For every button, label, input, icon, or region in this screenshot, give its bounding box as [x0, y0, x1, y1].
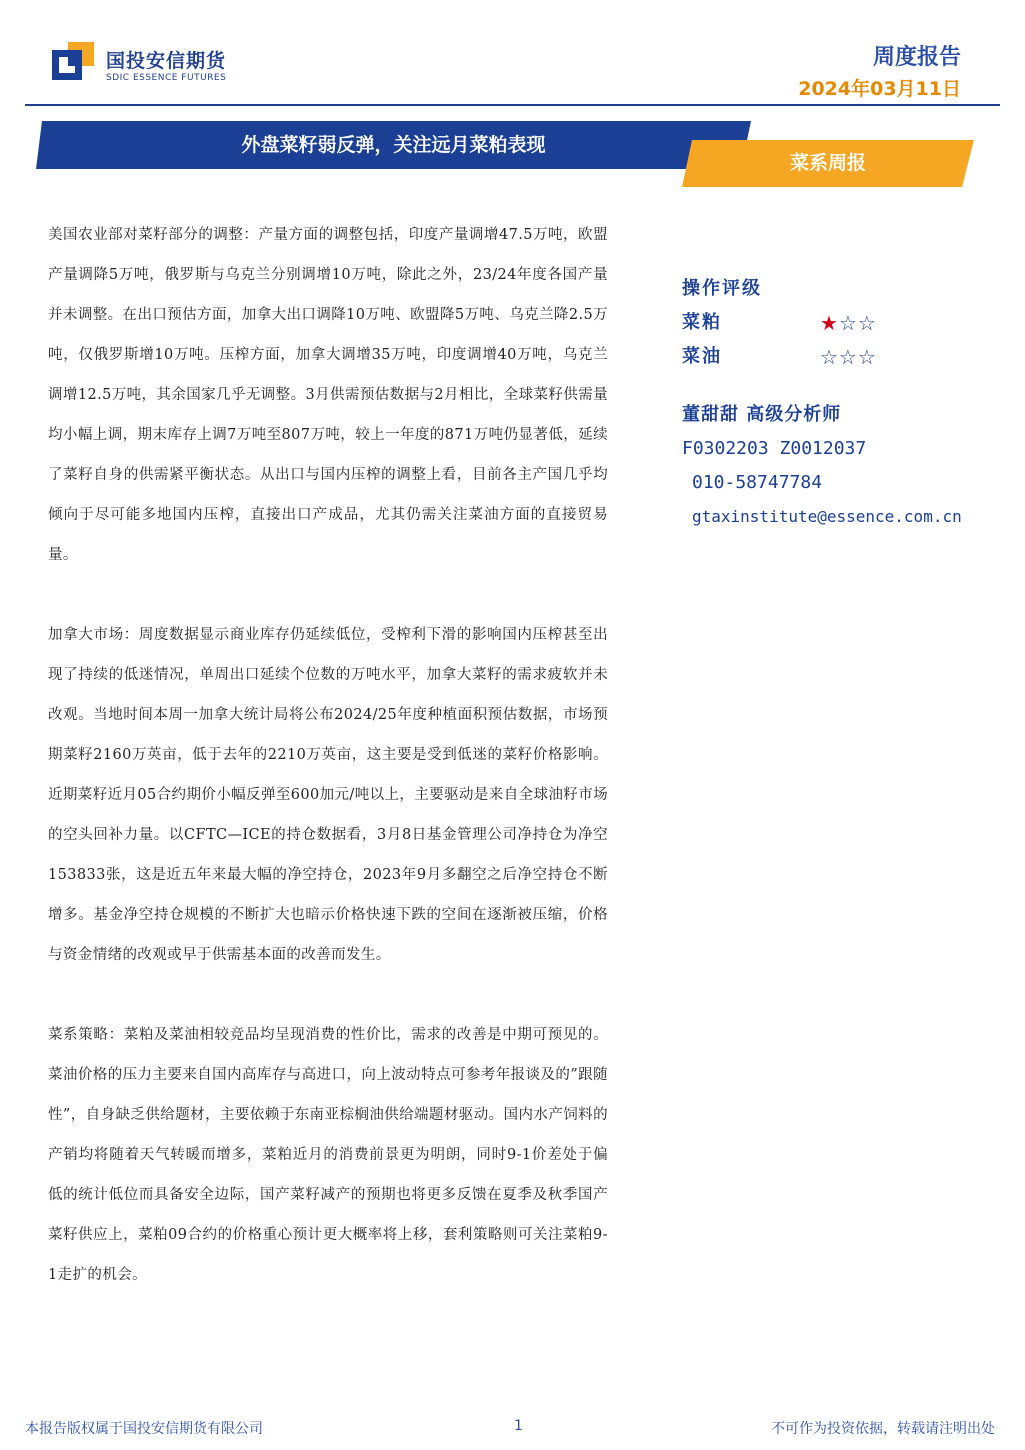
analyst-license: F0302203 Z0012037	[682, 438, 867, 459]
page-number: 1	[514, 1418, 523, 1434]
star-empty-icon: ☆☆	[838, 311, 877, 335]
rating-heading: 操作评级	[682, 278, 762, 299]
rating-row-rapeseed-meal	[682, 306, 1012, 340]
report-date: 2024年03月11日	[798, 78, 961, 100]
report-category: 菜系周报	[789, 152, 866, 174]
logo-mark-icon	[52, 42, 96, 86]
sidebar	[682, 272, 1012, 534]
report-type: 周度报告	[872, 45, 961, 70]
star-filled-icon: ★	[820, 311, 839, 335]
star-rating-icon	[820, 306, 877, 340]
rating-name: 菜粕	[682, 312, 722, 333]
report-title: 外盘菜籽弱反弹，关注远月菜粕表现	[241, 134, 546, 156]
analyst-email[interactable]: gtaxinstitute@essence.com.cn	[692, 507, 962, 526]
paragraph-canada-market: 加拿大市场：周度数据显示商业库存仍延续低位，受榨利下滑的影响国内压榨甚至出现了持续的低迷情况，单周出口延续个位数的万吨水平，加拿大菜籽的需求疲软并未改观。当地时间本周一加拿大统计局将公布2024/25年度种植面积预估数据，市场预期菜籽2160万英亩，低于去年的2210万英亩，这主要是受到低迷的菜籽价格影响。近期菜籽近月05合约期价小幅反弹至600加元/吨以上，主要驱动是来自全球油籽市场的空头回补力量。以CFTC—ICE的持仓数据看，3月8日基金管理公司净持仓为净空153833张，这是近五年来最大幅的净空持仓，2023年9月多翻空之后净空持仓不断增多。基金净空持仓规模的不断扩大也暗示价格快速下跌的空间在逐渐被压缩，价格与资金情绪的改观或早于供需基本面的改善而发生。	[48, 627, 609, 963]
analyst-phone: 010-58747784	[692, 472, 823, 493]
analyst-name: 董甜甜 高级分析师	[682, 404, 842, 425]
star-empty-icon: ☆☆☆	[820, 345, 877, 369]
footer-disclaimer: 不可作为投资依据，转载请注明出处	[771, 1421, 995, 1437]
rating-row-rapeseed-oil	[682, 340, 1012, 374]
logo-text-en: SDIC ESSENCE FUTURES	[106, 73, 227, 83]
analyst-info	[682, 398, 1012, 534]
paragraph-strategy: 菜系策略：菜粕及菜油相较竞品均呈现消费的性价比，需求的改善是中期可预见的。菜油价格的压力主要来自国内高库存与高进口，向上波动特点可参考年报谈及的”跟随性”，自身缺乏供给题材，主要依赖于东南亚棕榈油供给端题材驱动。国内水产饲料的产销均将随着天气转暖而增多，菜粕近月的消费前景更为明朗，同时9-1价差处于偏低的统计低位而具备安全边际，国产菜籽减产的预期也将更多反馈在夏季及秋季国产菜籽供应上，菜粕09合约的价格重心预计更大概率将上移，套利策略则可关注菜粕9-1走扩的机会。	[48, 1027, 608, 1283]
paragraph-usda: 美国农业部对菜籽部分的调整：产量方面的调整包括，印度产量调增47.5万吨，欧盟产量调降5万吨，俄罗斯与乌克兰分别调增10万吨，除此之外，23/24年度各国产量并未调整。在出口预估方面，加拿大出口调降10万吨、欧盟降5万吨、乌克兰降2.5万吨，仅俄罗斯增10万吨。压榨方面，加拿大调增35万吨，印度调增40万吨，乌克兰调增12.5万吨，其余国家几乎无调整。3月供需预估数据与2月相比，全球菜籽供需量均小幅上调，期末库存上调7万吨至807万吨，较上一年度的871万吨仍显著低，延续了菜籽自身的供需紧平衡状态。从出口与国内压榨的调整上看，目前各主产国几乎均倾向于尽可能多地国内压榨，直接出口产成品，尤其仍需关注菜油方面的直接贸易量。	[48, 227, 608, 563]
company-logo	[52, 40, 252, 90]
report-body	[48, 215, 608, 1335]
header-divider	[25, 104, 1000, 106]
logo-text-cn: 国投安信期货	[106, 50, 227, 72]
footer-copyright: 本报告版权属于国投安信期货有限公司	[25, 1421, 263, 1437]
star-rating-icon	[820, 340, 877, 374]
rating-name: 菜油	[682, 346, 722, 367]
